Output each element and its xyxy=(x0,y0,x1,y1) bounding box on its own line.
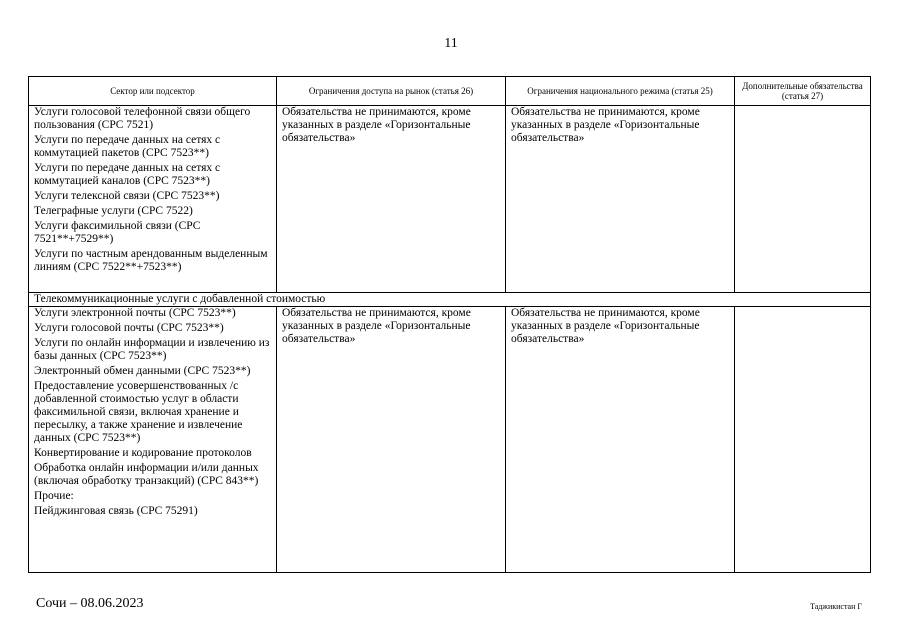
service-item: Услуги факсимильной связи (CPC 7521**+7529**) xyxy=(34,220,201,245)
service-item: Услуги по частным арендованным выделенным линиям (CPC 7522**+7523**) xyxy=(34,248,268,273)
service-item: Услуги телексной связи (CPC 7523**) xyxy=(34,190,220,202)
footer-country: Таджикистан Г xyxy=(810,602,862,611)
section-heading-row xyxy=(29,293,871,307)
table-row xyxy=(29,307,871,573)
service-item: Предоставление усовершенствованных /с добавленной стоимостью услуг в области факсимильной связи, включая хранение и пересылку, а также хранение и извлечение данных (CPC 7523**) xyxy=(34,380,243,444)
header-sector: Сектор или подсектор xyxy=(29,77,277,106)
sector-cell xyxy=(29,307,277,573)
page-number: 11 xyxy=(444,36,458,51)
sector-cell xyxy=(29,106,277,293)
service-item: Услуги голосовой почты (CPC 7523**) xyxy=(34,322,224,334)
header-national-treatment: Ограничения национального режима (статья 25) xyxy=(506,77,735,106)
section-heading: Телекоммуникационные услуги с добавленной стоимостью xyxy=(29,293,871,307)
commitments-table xyxy=(28,76,871,573)
service-item: Услуги голосовой телефонной связи общего пользования (CPC 7521) xyxy=(34,106,251,131)
service-item: Услуги электронной почты (CPC 7523**) xyxy=(34,307,236,319)
service-item: Телеграфные услуги (CPC 7522) xyxy=(34,205,193,217)
service-item: Услуги по онлайн информации и извлечению из базы данных (CPC 7523**) xyxy=(34,337,270,362)
service-item: Обработка онлайн информации и/или данных (включая обработку транзакций) (CPC 843**) xyxy=(34,462,259,487)
table-row xyxy=(29,106,871,293)
national-treatment-cell: Обязательства не принимаются, кроме указанных в разделе «Горизонтальные обязательства» xyxy=(506,106,735,293)
service-item: Электронный обмен данными (CPC 7523**) xyxy=(34,365,251,377)
market-access-cell: Обязательства не принимаются, кроме указанных в разделе «Горизонтальные обязательства» xyxy=(277,106,506,293)
service-item: Прочие: xyxy=(34,490,74,502)
header-market-access: Ограничения доступа на рынок (статья 26) xyxy=(277,77,506,106)
footer-date: Сочи – 08.06.2023 xyxy=(36,596,144,611)
market-access-cell: Обязательства не принимаются, кроме указанных в разделе «Горизонтальные обязательства» xyxy=(277,307,506,573)
service-item: Услуги по передаче данных на сетях с коммутацией каналов (CPC 7523**) xyxy=(34,162,221,187)
service-item: Конвертирование и кодирование протоколов xyxy=(34,447,252,459)
service-item: Пейджинговая связь (CPC 75291) xyxy=(34,505,198,517)
table-header-row xyxy=(29,77,871,106)
additional-commitments-cell xyxy=(735,106,871,293)
service-item: Услуги по передаче данных на сетях с коммутацией пакетов (CPC 7523**) xyxy=(34,134,221,159)
national-treatment-cell: Обязательства не принимаются, кроме указанных в разделе «Горизонтальные обязательства» xyxy=(506,307,735,573)
header-additional-commitments: Дополнительные обязательства (статья 27) xyxy=(735,77,871,106)
additional-commitments-cell xyxy=(735,307,871,573)
